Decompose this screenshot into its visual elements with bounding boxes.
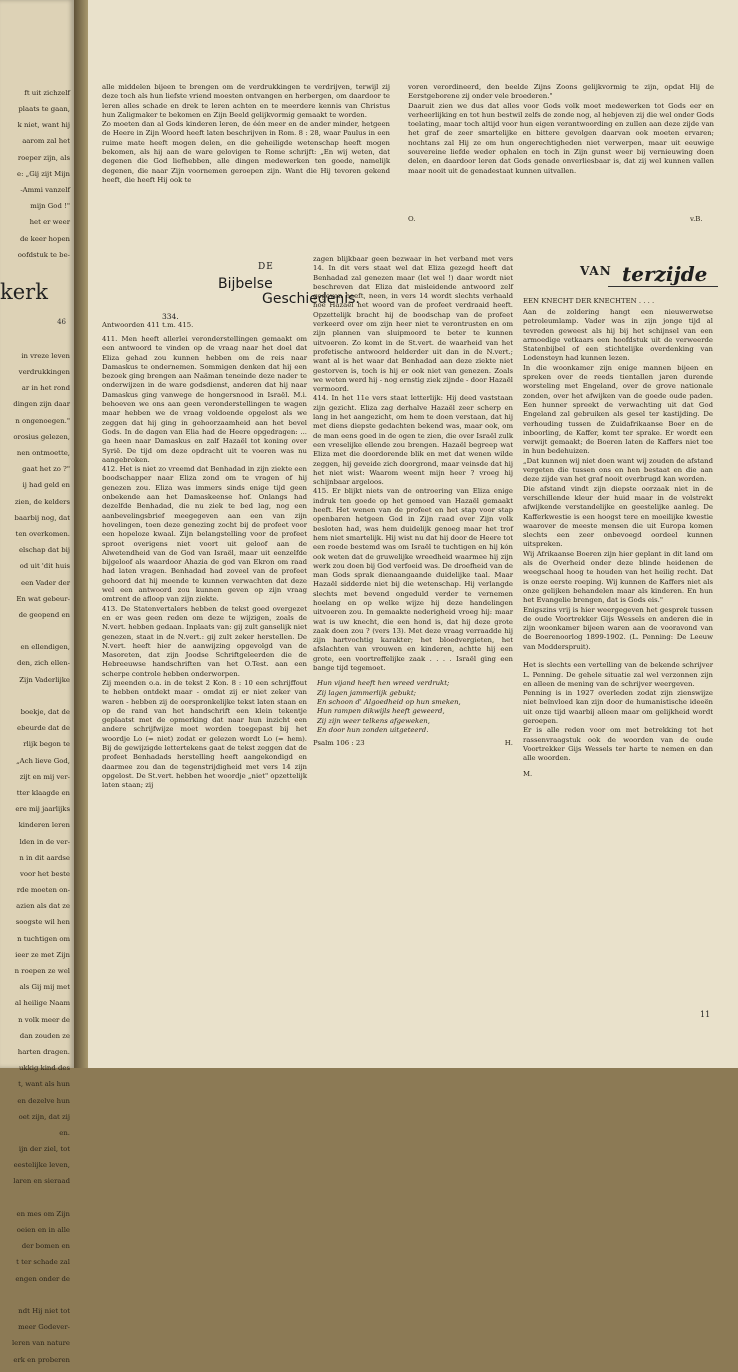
strip-line: soogste wil hen bbox=[15, 918, 70, 927]
strip-line: oeien en in alle bbox=[16, 1226, 70, 1235]
strip-line: rlijk begon te bbox=[23, 740, 70, 749]
strip-line: e: „Gij zijt Mijn bbox=[17, 169, 70, 178]
strip-line: n tuchtigen om bbox=[17, 934, 70, 943]
bijbelse-header-word1: Bijbelse bbox=[218, 276, 273, 292]
terzijde-paragraph: Wij Afrikaanse Boeren zijn hier geplant in dit land om als de Overheid onder deze blinde heidenen de weegschaal hoog te houden van het heilig recht. Dat is onze eerste roeping. Wij kunnen de Kaffers niet als onze gelijken behandelen maar als kinderen. En hun het Evangelie brengen, dat is Gods eis." bbox=[523, 549, 713, 605]
strip-line bbox=[0, 1291, 70, 1300]
strip-line: ft uit zichzelf bbox=[24, 88, 70, 97]
strip-line: en mes om Zijn bbox=[16, 1209, 70, 1218]
strip-line: een Vader der bbox=[21, 578, 70, 587]
signature-vb: v.B. bbox=[690, 215, 703, 223]
strip-line: ijn der ziel, tot bbox=[18, 1145, 70, 1154]
strip-line: „Ach lieve God, bbox=[16, 756, 70, 765]
strip-line: ar in het rond bbox=[21, 384, 70, 393]
strip-line: n ongenoegen." bbox=[15, 416, 70, 425]
strip-line: ebeurde dat de bbox=[17, 724, 70, 733]
strip-line: En wat gebeur- bbox=[16, 594, 70, 603]
signature-m: M. bbox=[523, 769, 533, 778]
terzijde-header-van: VAN bbox=[580, 264, 612, 278]
answer-paragraph: 412. Het is niet zo vreemd dat Benhadad in zijn ziekte een boodschapper naar Eliza zond om te vragen of hij genezen zou. Eliza was immers sinds enige tijd geen onbekende aan het Damaskeense hof. Onlangs had dezelfde Benhadad, die nu ziek te bed lag, nog een aanbevelingsbrief meegegeven aan een van zijn hovelingen, toen deze genezing zocht bij de profeet voor een hopeloze kwaal. Zijn belangstelling voor de profeet sproot overigens niet voort uit geloof aan de Alwetendheid van de God van Israël, maar uit eenzelfde bijgeloof als waardoor Ahazia de god van Ekron om raad had laten vragen. Benhadad had zoveel van de profeet gehoord dat hij meende te kunnen verwachten dat deze wel een antwoord zou kunnen geven op zijn vraag omtrent de afloop van zijn ziekte. bbox=[102, 465, 307, 604]
bijbelse-column-1 bbox=[102, 335, 307, 791]
strip-line: roeper zijn, als bbox=[17, 153, 70, 162]
strip-line: zijt en mij ver- bbox=[19, 772, 70, 781]
strip-line: rde moeten on- bbox=[16, 886, 70, 895]
strip-line: dan zouden ze bbox=[19, 1031, 70, 1040]
strip-line: lden in de ver- bbox=[19, 837, 70, 846]
poem-line: Zij zijn weer telkens afgeweken, bbox=[317, 716, 430, 725]
strip-line: t, want als hun bbox=[18, 1080, 70, 1089]
answer-paragraph: 415. Er blijkt niets van de ontroering van Eliza enige indruk ten goede op het gemoed van Hazaël gemaakt heeft. Het wenen van de profeet en het stap voor stap openbaren hetgeen God in Zijn raad over Zijn volk besloten had, was hem duidelijk genoeg maar het trof hem niet smartelijk. Hij wist nu dat hij door de Heere tot een roede bestemd was om Israël te tuchtigen en hij kón ook weten dat de gruwelijke wreedheid waarmee hij zijn werk zou doen bij God verfoeid was. De droefheid van de man Gods sprak dienaangaande duidelijke taal. Maar Hazaël sidderde niet bij die wetenschap. Hij verlangde slechts met bevend ongeduld verder te vernemen hoelang en op welke wijze hij deze handelingen uitvoeren zou. In gemaakte nederigheid vroeg hij: maar wat is uw knecht, die een hond is, dat hij deze grote zaak doen zou ? (vers 13). Met deze vraag verraadde hij zijn hartvochtig karakter; het bloedvergieten, het afslachten van vrouwen en kinderen, achtte hij een grote, een voortreffelijke zaak . . . . Israël ging een bange tijd tegemoet. bbox=[313, 487, 513, 673]
bijbelse-column-2 bbox=[313, 255, 513, 748]
strip-line: den, zich ellen- bbox=[17, 659, 70, 668]
strip-line: oofdstuk te be- bbox=[17, 250, 70, 259]
psalm-verse bbox=[313, 679, 513, 735]
strip-line: azien als dat ze bbox=[16, 902, 70, 911]
terzijde-paragraph: Penning is in 1927 overleden zodat zijn zienswijze niet beïnvloed kan zijn door de humanistische ideeën uit onze tijd waarbij alleen maar om gelijkheid wordt geroepen. bbox=[523, 689, 713, 726]
strip-line: n volk meer de bbox=[18, 1015, 70, 1024]
strip-line: kinderen leren bbox=[18, 821, 70, 830]
terzijde-paragraph: Enigszins vrij is hier weergegeven het gesprek tussen de oude Voortrekker Gijs Wessels en anderen die in zijn woonkamer bijeen waren aan de vooravond van de Boerenoorlog 1899-1902. (L. Penning: De Leeuw van Modderspruit). bbox=[523, 605, 713, 651]
strip-line: het er weer bbox=[29, 218, 70, 227]
strip-line: od uit 'dit huis bbox=[19, 562, 70, 571]
strip-line: ukkig kind des bbox=[18, 1064, 70, 1073]
answer-paragraph: 411. Men heeft allerlei veronderstellingen gemaakt om een antwoord te vinden op de vraag naar het doel dat Eliza gehad zou kunnen hebben om de reis naar Damaskus te ondernemen. Sommigen denken dat hij een bezoek ging brengen aan Naäman teneinde deze nader te onderwijzen in de ware godsdienst, anderen dat hij naar Damaskus ging vanwege de hongersnood in Israël. M.i. behoeven we ons aan geen veronderstellingen te wagen maar hebben we de vraag voldoende opgelost als we zeggen dat hij ging in gehoorzaamheid aan het bevel Gods. In de dagen van Elia had de Heere opgedragen: ... ga heen naar Damaskus en zalf Hazaël tot koning over Syrië. De tijd om deze opdracht uit te voeren was nu aangebroken. bbox=[102, 335, 307, 464]
paragraph: Daaruit zien we dus dat alles voor Gods volk moet medewerken tot Gods eer en verheerlijking en tot hun bestwil zelfs de zonde nog, al hebjeven zij die wel onder Gods toelating, maar toch altijd voor hun eigen verantwoording en zullen aan deze zijde van het graf de zeer smartelijke en bittere gevolgen daarvan ook moeten ervaren; nochtans zal Hij ze om hun ongerechtigheden niet verwerpen, maar uit eeuwige souvereine liefde weder ophalen en toch in Zijn gunst weer bij vernieuwing doen delen, en daardoor leren dat Gods genade onverliesbaar is, dat zij wel kunnen vallen maar nooit uit de genadestaat kunnen uitvallen. bbox=[408, 101, 714, 175]
poem-line: En schoon d' Algoedheid op hun smeken, bbox=[317, 697, 461, 706]
strip-line bbox=[0, 692, 70, 701]
bijbelse-number: 334. bbox=[162, 312, 179, 321]
strip-line: t ter schade zal bbox=[16, 1258, 70, 1267]
terzijde-subtitle: EEN KNECHT DER KNECHTEN . . . . bbox=[523, 297, 655, 305]
strip-text-top bbox=[0, 82, 70, 267]
strip-line: ieer ze met Zijn bbox=[15, 950, 70, 959]
page-number: 11 bbox=[700, 1010, 711, 1019]
answers-heading: Antwoorden 411 t.m. 415. bbox=[102, 321, 194, 329]
psalm-reference: Psalm 106 : 23 bbox=[313, 739, 365, 748]
terzijde-paragraph: Het is slechts een vertelling van de bekende schrijver L. Penning. De gehele situatie zal wel verzonnen zijn en alleen de mening van de schrijver weergeven. bbox=[523, 661, 713, 688]
terzijde-rule bbox=[608, 286, 718, 287]
strip-line: eestelijke leven, bbox=[13, 1161, 70, 1170]
paragraph: alle middelen bijeen te brengen om de verdrukkingen te verdrijven, terwijl zij deze toch als hun liefste vriend moesten ontvangen en herbergen, om daardoor te leren alles schade en drek te leren achten en te meerdere kennis van Christus hun Zaligmaker te bekomen en Zijn Beeld gelijkvormig gemaakt te worden. bbox=[102, 83, 390, 119]
paragraph: Zo moeten dan al Gods kinderen leren, de één meer en de ander minder, hetgeen de Heere in Zijn Woord heeft laten beschrijven in Rom. 8 : 28, waar Paulus in een ruime mate heeft mogen delen, en die geheiligde wetenschap heeft mogen bekomen, als hij aan de ware gelovigen te Rome schrijft: „En wij weten, dat degenen die God liefhebben, alle dingen medewerken ten goede, namelijk degenen, die naar Zijn voornemen geroepen zijn. Want die Hij tevoren gekend heeft, die heeft Hij ook te bbox=[102, 120, 390, 184]
terzijde-body bbox=[523, 308, 713, 779]
answer-paragraph: 414. In het 11e vers staat letterlijk: Hij deed vaststaan zijn gezicht. Eliza zag derhalve Hazaël zeer scherp en lang in het aangezicht, om hem te doen verstaan, dat hij met diens diepste gedachten bekend was, maar ook, om de man eens goed in de ogen te zien, die over Israël zulk een vreselijke ellende zou brengen. Hazaël begreep wat Eliza met die doordorende blik en met dat wenen wilde zeggen, hij geveide zich doorgrond, maar veinsde dat hij het niet wist: Waarom weent mijn heer ? vroeg hij schijnbaar argeloos. bbox=[313, 394, 513, 487]
psalm-reference-row bbox=[313, 739, 513, 748]
terzijde-paragraph bbox=[523, 652, 713, 661]
strip-line: plaats te gaan, bbox=[18, 105, 70, 114]
strip-line: verdrukkingen bbox=[18, 368, 70, 377]
strip-line: zien, de kelders bbox=[14, 497, 70, 506]
terzijde-paragraph: Er is alle reden voor om met betrekking tot het rassenvraagstuk ook de woorden van de oude Voortrekker Gijs Wessels ter harte te nemen en dan alle woorden. bbox=[523, 726, 713, 763]
strip-line: meer Godever- bbox=[18, 1323, 70, 1332]
strip-line: engen onder de bbox=[15, 1274, 70, 1283]
strip-page-number: 46 bbox=[57, 318, 66, 326]
strip-line: -Ammi vanzelf bbox=[20, 186, 70, 195]
strip-line: orosius gelezen, bbox=[13, 432, 70, 441]
strip-line: mijn God !" bbox=[30, 202, 70, 211]
strip-line: en dezelve hun bbox=[17, 1096, 70, 1105]
strip-line: laren en sieraad bbox=[13, 1177, 70, 1186]
strip-line: Zijn Vaderlijke bbox=[19, 675, 70, 684]
strip-line: k niet, want hij bbox=[17, 121, 70, 130]
answer-paragraph: zagen blijkbaar geen bezwaar in het verband met vers 14. In dit vers staat wel dat Eliza gezegd heeft dat Benhadad zal genezen maar (let wel !) daar wordt niet beschreven dat Eliza dat misleidende antwoord zelf gegeven heeft, neen, in vers 14 wordt slechts verhaald hoe Hazaël het woord van de profeet verdraaid heeft. Opzettelijk bracht hij de boodschap van de profeet verkeerd over om zijn heer niet te verontrusten en om zijn plannen van sluipmoord te beter te kunnen uitvoeren. Zo komt in de St.vert. de waarheid van het profetische antwoord helderder uit dan in de N.vert.; want al is het waar dat Benhadad aan deze ziekte niet gestorven is, toch is hij er ook niet van genezen. Zoals we weten werd hij - nog ernstig ziek zijnde - door Hazaël vermoord. bbox=[313, 255, 513, 394]
answer-paragraph: 413. De Statenvertalers hebben de tekst goed overgezet en er was geen reden om deze te wijzigen, zoals de N.vert. hebben gedaan. Inplaats van: gij zult ganselijk niet genezen, staat in de N.vert.: gij zult zeker herstellen. De N.vert. heeft hier de aanwijzing opgevolgd van de Masoreten, dat zijn Joodse Schriftgeleerden die de Hebreeuwse handschriften van het O.Test. aan een scherpe controle hebben onderworpen. bbox=[102, 604, 307, 678]
previous-page-strip bbox=[0, 0, 74, 1364]
poem-line: Zij lagen jammerlijk gebukt; bbox=[317, 688, 416, 697]
strip-line: ten overkomen. bbox=[15, 529, 70, 538]
terzijde-paragraph: Die afstand vindt zijn diepste oorzaak niet in de verschillende kleur der huid maar in de volstrekt afwijkende verstandelijke en geestelijke aanleg. De Kafferkwestie is een hoogst tere en moeilijke kwestie waarover de meeste mensen die uit Europa komen slechts een zeer onbevoegd oordeel kunnen uitspreken. bbox=[523, 484, 713, 549]
strip-line: baarbij nog, dat bbox=[14, 513, 70, 522]
paragraph: voren verordineerd, den beelde Zijns Zoons gelijkvormig te zijn, opdat Hij de Eerstgeborene zij onder vele broederen." bbox=[408, 83, 714, 101]
strip-line: ere mij jaarlijks bbox=[15, 805, 70, 814]
strip-line: voor het beste bbox=[19, 869, 70, 878]
answer-paragraph: Zij meenden o.a. in de tekst 2 Kon. 8 : 10 een schrijffout te hebben ontdekt maar - omdat zij er niet zeker van waren - hebben zij de oorspronkelijke tekst laten staan en op de rand van het handschrift een klein tekentje geplaatst met de opmerking dat naar hun inzicht een andere schrijfwijze moet worden toegepast bij het woordje Lo (= niet) zodat er gelezen wordt Lo (= hem). Bij de gewijzigde lettertekens gaat de tekst zeggen dat de profeet Benhadads herstelling heeft aangekondigd en daarmee zou dan de tegenstrijdigheid met vers 14 zijn opgelost. De St.vert. hebben het woordje „niet" opzettelijk laten staan; zij bbox=[102, 678, 307, 790]
strip-line: en. bbox=[59, 1128, 70, 1137]
strip-line: de geopend en bbox=[18, 610, 70, 619]
terzijde-paragraph: In die woonkamer zijn enige mannen bijeen en spreken over de reeds tientallen jaren durende worsteling met Engeland, over de grove nationale zonden, over het afwijken van de goede oude paden. Een hunner spreekt de verwachting uit dat God Engeland zal gebruiken als gesel ter kastijding. De verhouding tussen de Zuidafrikaanse Boer en de inboorling, de Kaffer, komt ter sprake. Er wordt een verwijt gemaakt; de Boeren laten de Kaffers niet toe in hun bedehuizen. bbox=[523, 363, 713, 456]
strip-line: aarom zal het bbox=[22, 137, 70, 146]
poem-line: En door hun zonden uitgeteerd. bbox=[317, 725, 429, 734]
strip-line: leren van nature bbox=[11, 1339, 70, 1348]
terzijde-header-word: terzijde bbox=[622, 262, 708, 286]
strip-line: oet zijn, dat zij bbox=[18, 1112, 70, 1121]
strip-line: der bomen en bbox=[21, 1242, 70, 1251]
terzijde-paragraph: „Dat kunnen wij niet doen want wij zouden de afstand vergeten die tussen ons en hen bestaat en die aan deze zijde van het graf nooit overbrugd kan worden. bbox=[523, 456, 713, 484]
poem-line: Hun vijand heeft hen wreed verdrukt; bbox=[317, 679, 450, 688]
strip-line: in vreze leven bbox=[21, 351, 70, 360]
strip-line: boekje, dat de bbox=[20, 708, 70, 717]
signature-o: O. bbox=[408, 215, 416, 223]
strip-line: n in dit aardse bbox=[19, 853, 70, 862]
strip-line: tter klaagde en bbox=[16, 788, 70, 797]
top-left-column bbox=[102, 83, 390, 185]
strip-line: erk en proberen bbox=[13, 1355, 70, 1364]
strip-line: en ellendigen, bbox=[20, 643, 70, 652]
strip-line bbox=[0, 1194, 70, 1203]
signature-h: H. bbox=[504, 739, 513, 748]
bijbelse-header-word2: Geschiedenis. bbox=[262, 291, 360, 307]
strip-line: n roepen ze wel bbox=[14, 967, 70, 976]
strip-line: dingen zijn daar bbox=[13, 400, 70, 409]
terzijde-paragraph: Aan de zoldering hangt een nieuwerwetse petroleumlamp. Vader was in zijn jonge tijd al tevreden geweest als hij bij het schijnsel van een armoedige vetkaars een hoofdstuk uit de verweerde Statenbijbel of een stichtelijke overdenking van Lodensteyn had kunnen lezen. bbox=[523, 308, 713, 363]
strip-line: elschap dat bij bbox=[18, 546, 70, 555]
strip-line: als Gij mij met bbox=[19, 983, 70, 992]
strip-line: ndt Hij niet tot bbox=[18, 1306, 70, 1315]
bijbelse-header-de: DE bbox=[258, 262, 274, 272]
strip-text-bottom bbox=[0, 345, 70, 1372]
strip-line bbox=[0, 627, 70, 636]
strip-line: ij had geld en bbox=[22, 481, 70, 490]
strip-line: gaat het zo ?" bbox=[22, 465, 70, 474]
strip-line: al heilige Naam bbox=[14, 999, 70, 1008]
top-right-column bbox=[408, 83, 714, 176]
page-gutter bbox=[74, 0, 88, 1068]
strip-title: kerk bbox=[0, 280, 48, 304]
strip-line: de keer hopen bbox=[19, 234, 70, 243]
strip-line: harten dragen. bbox=[17, 1047, 70, 1056]
strip-line: nen ontmoette, bbox=[16, 449, 70, 458]
poem-line: Hun rampen dikwijls heeft geweerd, bbox=[317, 707, 445, 716]
